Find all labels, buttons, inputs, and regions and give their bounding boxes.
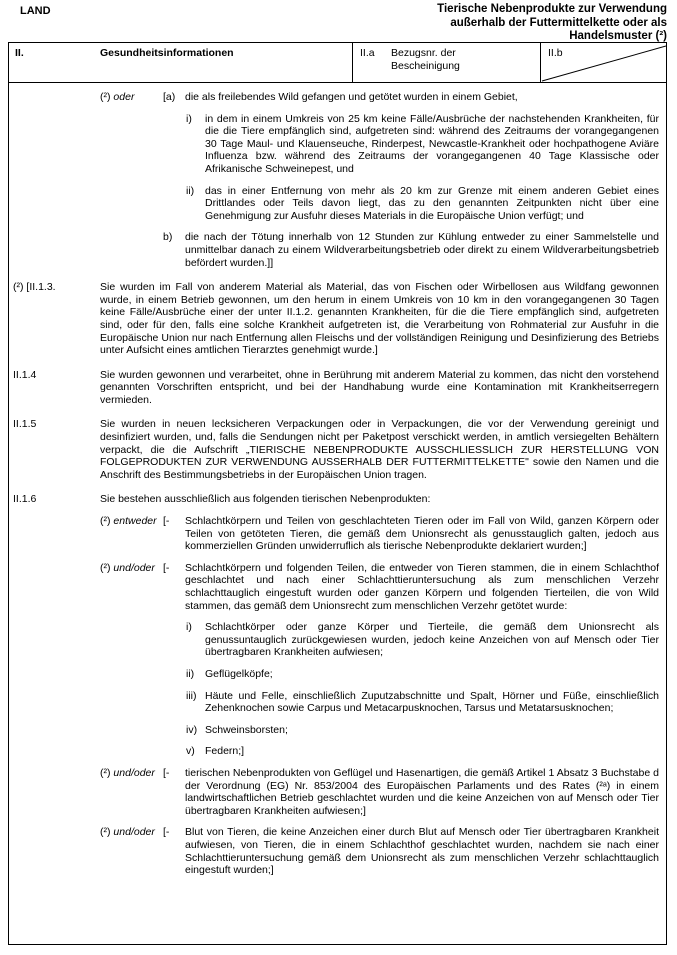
field-IIb-number: II.b: [548, 47, 563, 59]
country-label: LAND: [20, 5, 51, 17]
byproduct-sub-item-iii: [100, 690, 659, 715]
health-information-heading: Gesundheitsinformationen: [100, 47, 234, 59]
item-b-text: die nach der Tötung innerhalb von 12 Stunden zur Kühlung entweder zu einer Sammelstelle und unmittelbar danach zu einem Wildverarbeitungsbetrieb oder direkt zu einem Wildverarbeitungsbetrieb befördert wurden.]]: [185, 231, 659, 269]
byproduct-sub-item-ii: [100, 668, 659, 681]
sub-item-text: Geflügelköpfe;: [205, 667, 273, 680]
indent-spacer: [100, 668, 186, 681]
section-II.1.5-label: II.1.5: [13, 418, 37, 431]
certificate-table: [8, 42, 667, 945]
option-bracket: [-: [163, 515, 170, 528]
wild-item-b-row: [100, 231, 659, 269]
option-bracket: [-: [163, 561, 170, 574]
section-II.1.3-paragraph: Sie wurden im Fall von anderem Material als Material, das von Fischen oder Wirbellosen aus Wildfang gewonnen wurde, in einem Betrieb gewonnen, um den herum in einem Umkreis von 10 km in den vorangegangenen 30 Tagen keine Fälle/Ausbrüche einer der unter II.1.2. genannten Krankheiten, für die die Tiere empfänglich sind, aufgetreten sind, oder für den, falls eine solche Krankheit aufgetreten ist, die Verarbeitung von Rohmaterial zur Ausfuhr in die Europäische Union nur nach Entfernung allen Fleischs und der vollständigen Reinigung und Desinfizierung des Betriebs unter Aufsicht eines amtlichen Tierarztes genehmigt wurde.]: [100, 281, 659, 357]
option-text: Schlachtkörpern und folgenden Teilen, die entweder von Tieren stammen, die in einem Schlachthof geschlachtet und nach einer Schlachttieruntersuchung als zum menschlichen Verzehr schlachttauglich eingestuft wurden oder ganzen Körpern und folgenden Tierteilen, die von Wild stammen, das gemäß dem Unionsrecht zum menschlichen Verzehr getötet wurde:: [185, 561, 659, 612]
section-II.1.6-intro: Sie bestehen ausschließlich aus folgenden tierischen Nebenprodukten:: [100, 493, 431, 506]
byproduct-option-undoder-1: [100, 562, 659, 612]
sub-item-marker: v): [186, 745, 195, 758]
page-header: [20, 3, 667, 44]
option-selector-label-empty: [100, 231, 163, 269]
sub-item-text: Federn;]: [205, 745, 245, 758]
sub-item-marker: iii): [186, 689, 197, 702]
sub-item-ii-text: das in einer Entfernung von mehr als 20 km zur Grenze mit einem anderen Gebiet eines Drittlandes oder Teils davon liegt, das zu den genannten Zeitpunkten nicht über eine Genehmigung zur Ausfuhr dieses Materials in die Europäische Union verfügt; und: [205, 184, 659, 222]
option-text: Schlachtkörpern und Teilen von geschlachteten Tieren oder im Fall von Wild, ganzen Körpern oder Teilen von getöteten Tieren, die gemäß dem Unionsrecht als genusstauglich galten, jedoch aus kommerziellen Gründen unwiderruflich als tierische Nebenprodukte deklariert wurden;]: [185, 515, 659, 553]
section-II.1.3-label: (²) [II.1.3.: [13, 281, 56, 294]
sub-item-marker: iv): [186, 723, 198, 736]
wild-sub-item-ii: [100, 185, 659, 223]
option-word: und/oder: [113, 561, 155, 574]
footnote-marker: (²): [100, 515, 111, 528]
section-II.1.4-paragraph: Sie wurden gewonnen und verarbeitet, ohne in Berührung mit anderem Material zu kommen, das nicht den vorstehend genannten Vorschriften entspricht, und bei der Handhabung wurde eine Kontamination mit Krankheitserregern vermieden.: [100, 368, 659, 406]
byproduct-sub-item-i: [100, 621, 659, 659]
section-II.1.3-content: [100, 281, 666, 357]
wild-item-a-row: [100, 91, 659, 104]
option-text: tierischen Nebenprodukten von Geflügel und Hasenartigen, die gemäß Artikel 1 Absatz 3 Buchstabe d der Verordnung (EG) Nr. 853/2004 des Europäischen Parlaments und des Rates (²ᵃ) in einem landwirtschaftlichen Betrieb geschlachtet wurden und die keine Anzeichen von auf Mensch oder Tier übertragbaren Krankheiten aufwiesen;]: [185, 766, 659, 817]
section-II.1.5-paragraph: Sie wurden in neuen lecksicheren Verpackungen oder in Verpackungen, die vor der Verwendung gereinigt und desinfiziert wurden, und, falls die Sendungen nicht per Paketpost verschickt werden, in amtlich versiegelten Behältern verpackt, die die Aufschrift „TIERISCHE NEBENPRODUKTE AUSSCHLIESSLICH ZUR HERSTELLUNG VON FOLGEPRODUKTEN ZUR VERWENDUNG AUSSERHALB DER FUTTERMITTELKETTE" sowie den Namen und die Anschrift des Bestimmungsbetriebs in der Europäischen Union tragen.: [100, 418, 659, 481]
option-word: oder: [113, 91, 135, 103]
option-word: und/oder: [113, 766, 155, 779]
item-a-text: die als freilebendes Wild gefangen und getötet wurden in einem Gebiet,: [185, 91, 518, 103]
option-text: Blut von Tieren, die keine Anzeichen einer durch Blut auf Mensch oder Tier übertragbaren Krankheit aufwiesen, von Tieren, die in einem Schlachthof geschlachtet wurden, nachdem sie nach einer Schlachttieruntersuchung gemäß dem Unionsrecht als zum menschlichen Verzehr schlachttauglich eingestuft wurden;]: [185, 826, 659, 877]
field-IIa-label: Bezugsnr. der Bescheinigung: [391, 47, 460, 72]
field-IIa-number: II.a: [360, 47, 375, 59]
section-II.1.4: [9, 369, 666, 407]
indent-spacer: [100, 621, 186, 659]
item-a-marker: [a): [163, 91, 176, 103]
section-II-number: II.: [15, 47, 24, 59]
section-II.1.6-content: [100, 493, 666, 876]
section-II.1.5-content: [100, 418, 666, 481]
diagonal-strike-line: [541, 43, 666, 82]
section-label-empty: [9, 91, 100, 269]
byproduct-sub-item-v: [100, 745, 659, 758]
document-title-line-2: außerhalb der Futtermittelkette oder als: [450, 16, 667, 29]
option-bracket: [-: [163, 826, 170, 839]
option-selector-label: [100, 767, 163, 817]
option-word: und/oder: [113, 826, 155, 839]
section-II.1.4-label: II.1.4: [13, 368, 37, 381]
sub-item-text: Häute und Felle, einschließlich Zuputzabschnitte und Spalt, Hörner und Füße, einschließlich Zehenknochen sowie Carpus und Metacarpusknochen, Tarsus und Metatarsusknochen;: [205, 689, 659, 715]
sub-item-i-marker: i): [186, 112, 192, 125]
sub-item-marker: ii): [186, 667, 195, 680]
byproduct-option-undoder-2: [100, 767, 659, 817]
indent-spacer: [100, 745, 186, 758]
footnote-marker: (²): [100, 91, 111, 103]
footnote-marker: (²): [100, 826, 111, 839]
table-header-row: [9, 43, 666, 83]
sub-item-ii-marker: ii): [186, 184, 195, 197]
document-title-line-3: Handelsmuster (²): [569, 30, 667, 42]
option-word: entweder: [113, 515, 157, 528]
section-II.1.6: [9, 493, 666, 876]
header-cell-health-information: [9, 43, 352, 82]
sub-item-text: Schlachtkörper oder ganze Körper und Tierteile, die gemäß dem Unionsrecht als genussuntauglich zurückgewiesen wurden, jedoch keine Anzeichen von auf Mensch oder Tier übertragbaren Krankheiten aufwiesen;: [205, 621, 659, 659]
header-cell-reference-number: [352, 43, 540, 82]
section-wild-option: [9, 91, 666, 269]
byproduct-option-entweder: [100, 515, 659, 553]
footnote-marker: (²): [100, 766, 111, 779]
section-II.1.5: [9, 418, 666, 481]
option-selector-label: [100, 562, 163, 612]
section-II.1.4-content: [100, 369, 666, 407]
header-cell-IIb: [540, 43, 666, 82]
footnote-marker: (²): [100, 561, 111, 574]
document-title-line-1: Tierische Nebenprodukte zur Verwendung: [437, 3, 667, 15]
option-selector-label: [100, 515, 163, 553]
indent-spacer: [100, 724, 186, 737]
health-information-body: [9, 83, 666, 944]
byproduct-sub-item-iv: [100, 724, 659, 737]
sub-item-marker: i): [186, 621, 192, 634]
indent-spacer: [100, 113, 186, 176]
option-selector-label: [100, 826, 163, 876]
indent-spacer: [100, 690, 186, 715]
indent-spacer: [100, 185, 186, 223]
item-b-marker: b): [163, 231, 173, 244]
wild-option-content: [100, 91, 666, 269]
option-bracket: [-: [163, 766, 170, 779]
option-selector-label: [100, 91, 163, 104]
sub-item-i-text: in dem in einem Umkreis von 25 km keine Fälle/Ausbrüche der nachstehenden Krankheiten, für die die Tiere empfänglich sind, aufgetreten sind: während des Zeitraums der vorangegangenen 30 Tage Maul- und Klauenseuche, Rinderpest, Newcastle-Krankheit oder hochpathogene Aviäre Influenza bzw. während des Zeitraums der vorangegangenen 40 Tage Klassische oder Afrikanische Schweinepest, und: [205, 112, 659, 175]
wild-sub-item-i: [100, 113, 659, 176]
byproduct-option-undoder-3: [100, 826, 659, 876]
section-II.1.6-label: II.1.6: [13, 493, 37, 506]
section-II.1.3: [9, 281, 666, 357]
sub-item-text: Schweinsborsten;: [205, 723, 288, 736]
document-title: [437, 3, 667, 44]
